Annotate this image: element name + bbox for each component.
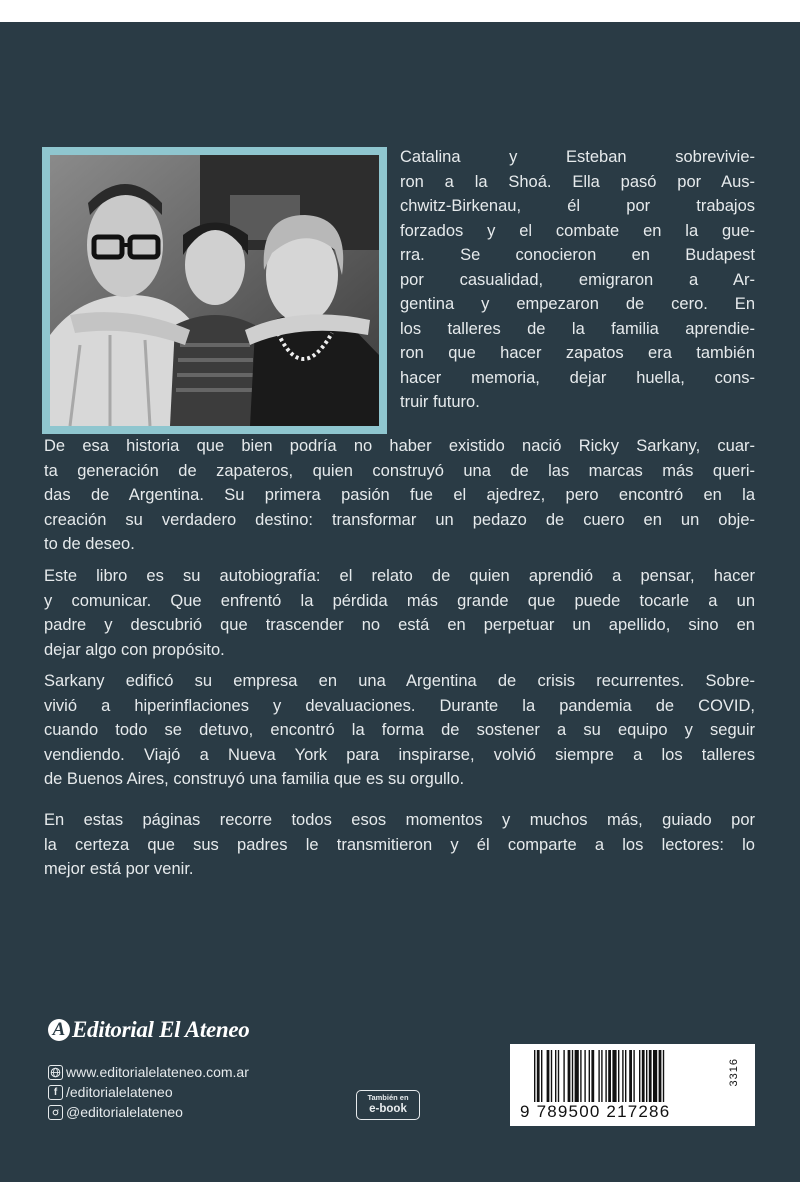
facebook-link[interactable] — [48, 1084, 173, 1100]
barcode-bar — [608, 1050, 611, 1102]
website-text: www.editorialelateneo.com.ar — [66, 1064, 249, 1080]
logo-mark: A — [48, 1019, 70, 1041]
barcode-bar — [633, 1050, 634, 1102]
barcode-bar — [558, 1050, 559, 1102]
text-line: dejar algo con propósito. — [44, 640, 225, 659]
ebook-badge-caption: También en — [367, 1093, 409, 1102]
ebook-badge-label: e-book — [369, 1103, 407, 1115]
text-line: ron que hacer zapatos era también — [400, 344, 755, 362]
text-line: En estas páginas recorre todos esos momentos y muchos más, guiado por — [44, 811, 755, 829]
barcode-bar — [642, 1050, 645, 1102]
facebook-text: /editorialelateneo — [66, 1084, 173, 1100]
text-line: por casualidad, emigraron a Ar- — [400, 270, 755, 289]
text-line: gentina y empezaron de cero. En — [400, 295, 755, 313]
text-line: de Buenos Aires, construyó una familia que es su orgullo. — [44, 770, 465, 788]
instagram-icon — [48, 1105, 63, 1120]
text-line: ron a la Shoá. Ella pasó por Aus- — [400, 172, 755, 191]
text-line: truir futuro. — [400, 393, 480, 411]
text-line: mejor está por venir. — [44, 860, 194, 878]
photo-frame — [42, 147, 387, 434]
ebook-badge — [356, 1090, 420, 1120]
text-line: rra. Se conocieron en Budapest — [400, 246, 755, 264]
back-cover — [0, 22, 800, 1182]
barcode-bars — [534, 1050, 724, 1102]
intro-paragraph — [400, 145, 755, 415]
barcode-bar — [584, 1050, 585, 1102]
globe-icon — [48, 1065, 63, 1080]
facebook-icon: f — [48, 1085, 63, 1100]
isbn-number: 9 789500 217286 — [520, 1102, 671, 1121]
barcode-bar — [568, 1050, 571, 1102]
text-line: padre y descubrió que trascender no está en perpetuar un apellido, sino en — [44, 616, 755, 634]
text-line: das de Argentina. Su primera pasión fue el ajedrez, pero encontró en la — [44, 486, 755, 504]
text-line: chwitz-Birkenau, él por trabajos — [400, 197, 755, 215]
barcode-bar — [629, 1050, 632, 1102]
text-line: Este libro es su autobiografía: el relato de quien aprendió a pensar, hacer — [44, 567, 755, 585]
barcode-bar — [541, 1050, 542, 1102]
barcode-bar — [547, 1050, 550, 1102]
text-line: y comunicar. Que enfrentó la pérdida más grande que puede tocarle a un — [44, 591, 755, 610]
barcode-bar — [589, 1050, 590, 1102]
barcode-bar — [622, 1050, 623, 1102]
barcode-bar — [639, 1050, 640, 1102]
barcode-bar — [649, 1050, 652, 1102]
barcode-bar — [663, 1050, 664, 1102]
text-line: Catalina y Esteban sobrevivie- — [400, 148, 755, 166]
barcode-bar — [575, 1050, 579, 1102]
barcode-bar — [605, 1050, 606, 1102]
barcode-bar — [612, 1050, 616, 1102]
barcode-price-code: 3316 — [728, 1058, 740, 1087]
barcode-bar — [625, 1050, 626, 1102]
barcode-bar — [534, 1050, 535, 1102]
barcode-bar — [653, 1050, 657, 1102]
text-line: hacer memoria, dejar huella, cons- — [400, 368, 755, 387]
barcode-bar — [659, 1050, 662, 1102]
barcode-bar — [598, 1050, 599, 1102]
barcode-bar — [646, 1050, 647, 1102]
text-line: creación su verdadero destino: transformar un pedazo de cuero en un obje- — [44, 510, 755, 529]
story-paragraph — [44, 434, 755, 557]
publisher-logo — [48, 1017, 249, 1043]
barcode-bar — [563, 1050, 564, 1102]
barcode-bar — [601, 1050, 602, 1102]
instagram-text: @editorialelateneo — [66, 1104, 183, 1120]
barcode-bar — [537, 1050, 540, 1102]
barcode-bar — [591, 1050, 594, 1102]
barcode-bar — [618, 1050, 619, 1102]
barcode-bar — [580, 1050, 581, 1102]
text-line: Sarkany edificó su empresa en una Argentina de crisis recurrentes. Sobre- — [44, 672, 755, 690]
business-paragraph — [44, 669, 755, 792]
text-line: ta generación de zapateros, quien construyó una de las marcas más queri- — [44, 461, 755, 480]
text-line: cuando todo se detuvo, encontró la forma de sostener a su equipo y seguir — [44, 721, 755, 739]
barcode-bar — [555, 1050, 556, 1102]
closing-paragraph — [44, 808, 755, 882]
instagram-link[interactable] — [48, 1104, 183, 1120]
text-line: vivió a hiperinflaciones y devaluaciones. Durante la pandemia de COVID, — [44, 696, 755, 715]
barcode-bar — [572, 1050, 573, 1102]
autobiography-paragraph — [44, 564, 755, 662]
text-line: vendiendo. Viajó a Nueva York para inspirarse, volvió siempre a los talleres — [44, 745, 755, 764]
isbn-barcode — [510, 1044, 755, 1126]
text-line: forzados y el combate en la gue- — [400, 221, 755, 240]
website-link[interactable] — [48, 1064, 249, 1080]
publisher-name: Editorial El Ateneo — [72, 1017, 250, 1042]
family-photo — [50, 155, 379, 426]
text-line: los talleres de la familia aprendie- — [400, 319, 755, 338]
barcode-bar — [551, 1050, 552, 1102]
text-line: to de deseo. — [44, 535, 135, 553]
text-line: De esa historia que bien podría no haber existido nació Ricky Sarkany, cuar- — [44, 437, 755, 455]
text-line: la certeza que sus padres le transmitieron y él comparte a los lectores: lo — [44, 835, 755, 854]
